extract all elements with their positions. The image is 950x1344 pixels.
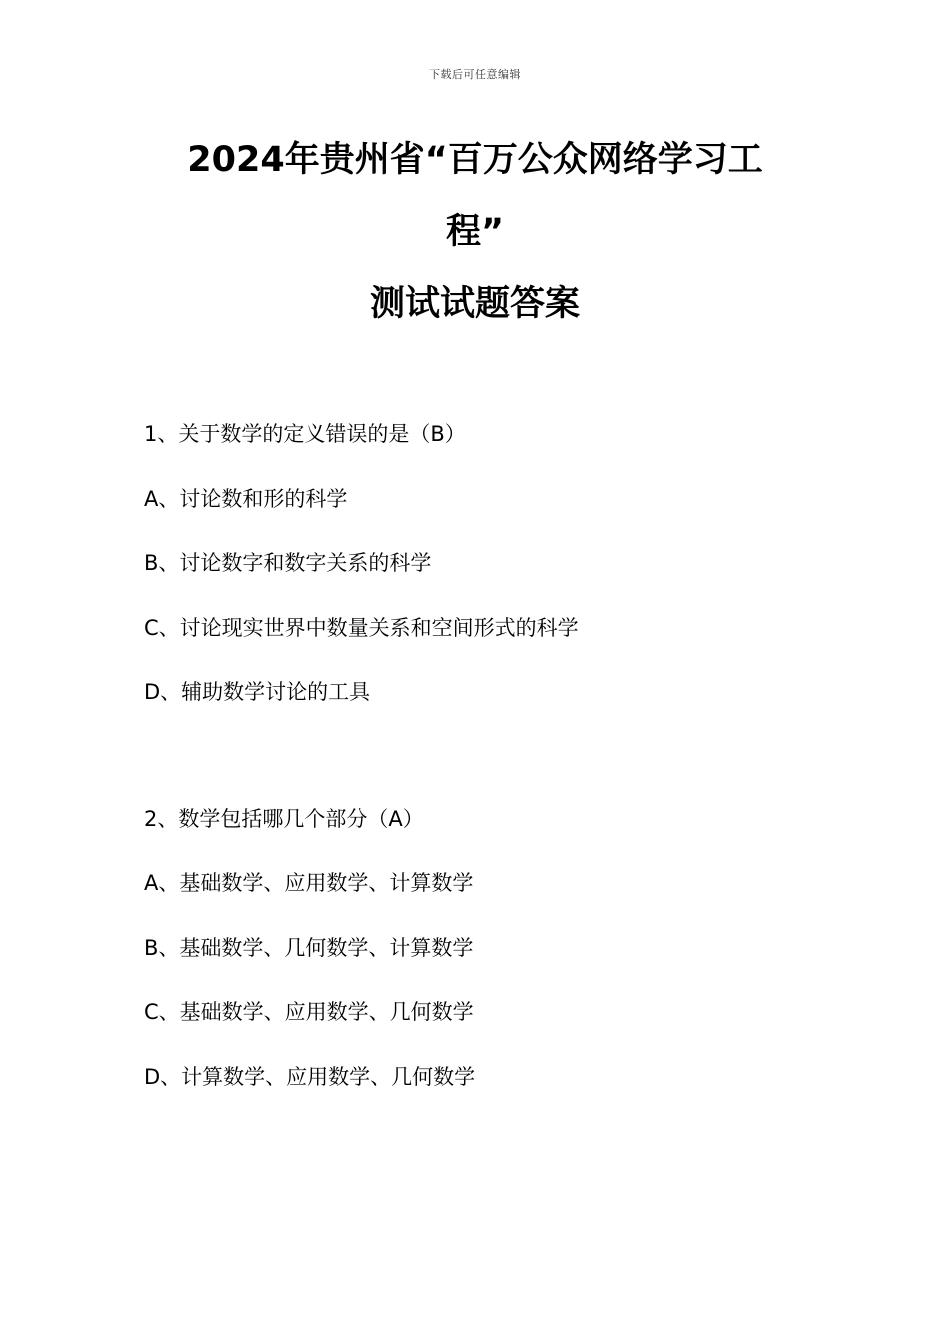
title-line-1: 2024年贵州省“百万公众网络学习工	[187, 140, 763, 180]
option-a: A、基础数学、应用数学、计算数学	[144, 871, 474, 895]
question-list	[144, 414, 844, 1121]
document-title	[160, 124, 790, 340]
header-note: 下载后可任意编辑	[429, 68, 521, 81]
option-c: C、基础数学、应用数学、几何数学	[144, 1000, 474, 1024]
option-b: B、基础数学、几何数学、计算数学	[144, 935, 474, 960]
title-line-3: 测试试题答案	[369, 284, 580, 324]
option-b: B、讨论数字和数字关系的科学	[144, 551, 432, 575]
question-1	[144, 414, 844, 737]
option-d: D、计算数学、应用数学、几何数学	[144, 1064, 476, 1089]
question-2	[144, 799, 844, 1122]
option-d: D、辅助数学讨论的工具	[144, 680, 371, 704]
title-line-2: 程”	[445, 212, 504, 252]
question-stem: 1、关于数学的定义错误的是（B）	[144, 422, 466, 446]
question-stem: 2、数学包括哪几个部分（A）	[144, 806, 424, 831]
option-a: A、讨论数和形的科学	[144, 486, 348, 511]
option-c: C、讨论现实世界中数量关系和空间形式的科学	[144, 615, 579, 640]
